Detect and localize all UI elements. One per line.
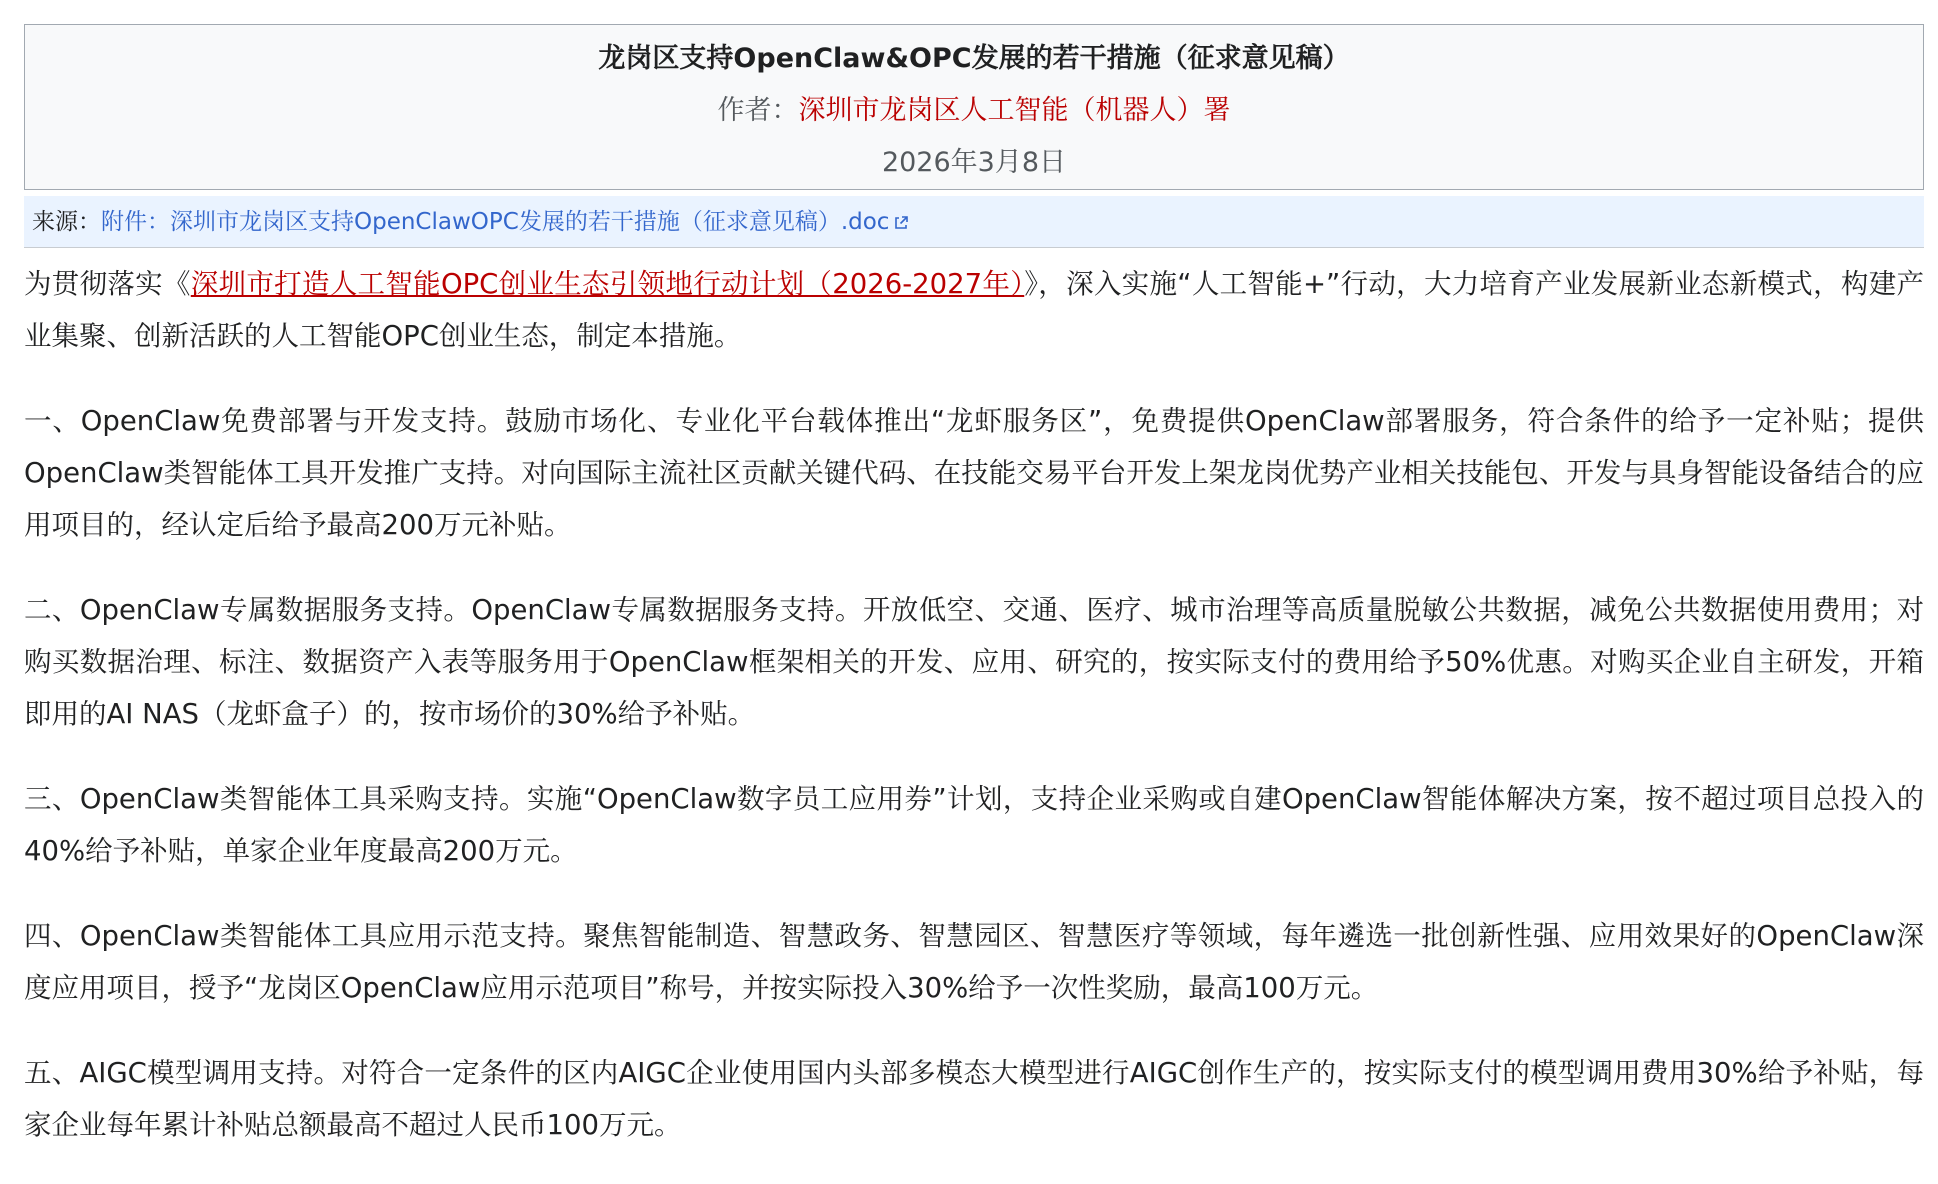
intro-before: 为贯彻落实《 xyxy=(24,268,191,300)
external-link-icon xyxy=(893,198,909,250)
paragraph-1: 一、OpenClaw免费部署与开发支持。鼓励市场化、专业化平台载体推出“龙虾服务区”，免费提供OpenClaw部署服务，符合条件的给予一定补贴；提供OpenClaw类智能体工具开发推广支持。对向国际主流社区贡献关键代码、在技能交易平台开发上架龙岗优势产业相关技能包、开发与具身智能设备结合的应用项目的，经认定后给予最高200万元补贴。 xyxy=(24,405,1924,541)
intro-after: 》，深入实施“人工智能+”行动，大力培育产业发展新业态新模式，构建产业集聚、创新活跃的人工智能OPC创业生态，制定本措施。 xyxy=(24,268,1924,352)
header-box xyxy=(24,24,1924,190)
author-prefix: 作者： xyxy=(717,95,799,126)
author-link[interactable]: 深圳市龙岗区人工智能（机器人）署 xyxy=(798,95,1231,126)
author-line xyxy=(25,91,1923,131)
article-body xyxy=(24,258,1924,1151)
paragraph-5: 五、AIGC模型调用支持。对符合一定条件的区内AIGC企业使用国内头部多模态大模型进行AIGC创作生产的，按实际支付的模型调用费用30%给予补贴，每家企业每年累计补贴总额最高不超过人民币100万元。 xyxy=(24,1057,1924,1141)
paragraph-3: 三、OpenClaw类智能体工具采购支持。实施“OpenClaw数字员工应用券”计划，支持企业采购或自建OpenClaw智能体解决方案，按不超过项目总投入的40%给予补贴，单家企业年度最高200万元。 xyxy=(24,783,1924,867)
source-box xyxy=(24,196,1924,248)
paragraph-4: 四、OpenClaw类智能体工具应用示范支持。聚焦智能制造、智慧政务、智慧园区、智慧医疗等领域，每年遴选一批创新性强、应用效果好的OpenClaw深度应用项目，授予“龙岗区OpenClaw应用示范项目”称号，并按实际投入30%给予一次性奖励，最高100万元。 xyxy=(24,920,1924,1004)
page-title: 龙岗区支持OpenClaw&OPC发展的若干措施（征求意见稿） xyxy=(598,43,1350,74)
date-line: 2026年3月8日 xyxy=(881,147,1067,178)
source-link-text: 附件：深圳市龙岗区支持OpenClawOPC发展的若干措施（征求意见稿）.doc xyxy=(101,209,890,235)
source-link[interactable] xyxy=(101,209,909,235)
intro-paragraph xyxy=(24,258,1924,362)
page xyxy=(24,24,1924,1184)
source-label: 来源： xyxy=(32,209,101,235)
action-plan-link[interactable]: 深圳市打造人工智能OPC创业生态引领地行动计划（2026-2027年） xyxy=(190,268,1025,300)
paragraph-2: 二、OpenClaw专属数据服务支持。OpenClaw专属数据服务支持。开放低空、交通、医疗、城市治理等高质量脱敏公共数据，减免公共数据使用费用；对购买数据治理、标注、数据资产入表等服务用于OpenClaw框架相关的开发、应用、研究的，按实际支付的费用给予50%优惠。对购买企业自主研发，开箱即用的AI NAS（龙虾盒子）的，按市场价的30%给予补贴。 xyxy=(24,594,1924,730)
